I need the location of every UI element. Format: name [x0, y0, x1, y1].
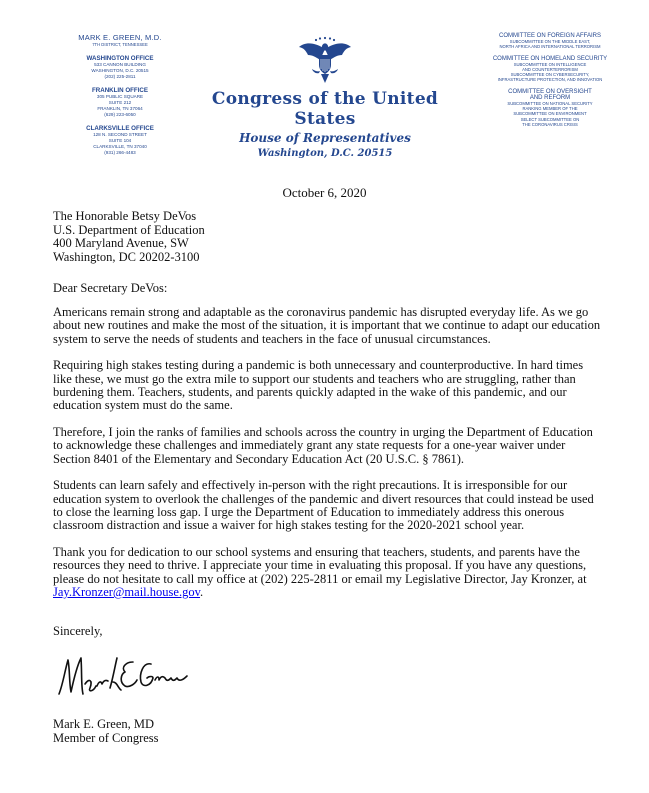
- office-address-line: SUITE 104: [108, 137, 132, 143]
- letter-body: [53, 306, 603, 613]
- committee-name: COMMITTEE ON FOREIGN AFFAIRS: [498, 33, 601, 39]
- subcommittee-line: RANKING MEMBER OF THE: [522, 106, 578, 112]
- office-address-line: 128 N. SECOND STREET: [93, 131, 147, 137]
- body-paragraph: Requiring high stakes testing during a pandemic is both unnecessary and counterproductive. In hard times like these, we must go the extra mile to support our students and teachers who are struggling, rather than burdening them. Teachers, students, and parents quickly adapted in the wake of this pandemic, and our education system must do the same.: [53, 358, 584, 413]
- closing-paragraph-end: .: [200, 585, 204, 600]
- franklin-office-title: FRANKLIN OFFICE: [91, 86, 149, 94]
- office-address-line: 533 CANNON BUILDING: [94, 61, 146, 67]
- signer-name: Mark E. Green, MD: [53, 717, 155, 731]
- body-paragraph: Americans remain strong and adaptable as the coronavirus pandemic has disrupted everyday life. As we go about new routines and make the most of the situation, it is important that we continue to adapt our education system to serve the needs of students and teachers in the face of unusual circumstances.: [53, 305, 601, 346]
- congress-title: Congress of the United States: [211, 89, 439, 129]
- subcommittee-line: SUBCOMMITTEE ON NATIONAL SECURITY: [507, 100, 593, 106]
- office-address-line: CLARKSVILLE, TN 37040: [93, 143, 147, 149]
- addressee-block: [53, 210, 205, 264]
- committee-name: COMMITTEE ON HOMELAND SECURITY: [492, 55, 608, 62]
- member-info-block: [55, 33, 185, 156]
- letterhead-center: [200, 35, 450, 159]
- addressee-line: Washington, DC 20202-3100: [53, 249, 200, 264]
- signer-block: [53, 717, 159, 745]
- eagle-seal-icon: [296, 35, 354, 87]
- committee-name: COMMITTEE ON OVERSIGHT: [508, 88, 592, 95]
- office-address-line: WASHINGTON, D.C. 20515: [91, 67, 149, 73]
- subcommittee-line: SUBCOMMITTEE ON CYBERSECURITY,: [510, 72, 590, 78]
- signature-image: [55, 648, 195, 702]
- office-address-line: SUITE 212: [108, 99, 132, 105]
- house-title: House of Representatives: [239, 131, 411, 145]
- subcommittee-line: SELECT SUBCOMMITTEE ON: [520, 116, 580, 122]
- office-phone: (629) 223-6050: [104, 111, 136, 117]
- body-paragraph: Therefore, I join the ranks of families and schools across the country in urging the Department of Education to acknowledge these challenges and immediately grant any state requests for a one-year waiver under Section 8401 of the Elementary and Secondary Education Act (20 U.S.C. § 7861).: [53, 425, 593, 466]
- addressee-line: 400 Maryland Avenue, SW: [53, 236, 189, 250]
- subcommittee-line: SUBCOMMITTEE ON INTELLIGENCE: [513, 61, 587, 67]
- body-paragraph: [53, 546, 603, 599]
- clarksville-office-title: CLARKSVILLE OFFICE: [86, 124, 154, 132]
- body-paragraph: Students can learn safely and effectively in-person with the right precautions. It is irresponsible for our education system to overlook the challenges of the pandemic and divert resources that could instead be used to close the learning loss gap. I urge the Department of Education to immediately address this onerous classroom distraction and issue a waiver for high stakes testing for the 2020-2021 school year.: [53, 478, 594, 533]
- email-link[interactable]: Jay.Kronzer@mail.house.gov: [53, 585, 201, 600]
- addressee-line: The Honorable Betsy DeVos: [53, 209, 197, 223]
- office-phone: (202) 225-2811: [104, 73, 136, 79]
- letter-date: October 6, 2020: [282, 185, 367, 200]
- washington-office-title: WASHINGTON OFFICE: [86, 54, 154, 62]
- closing-paragraph-text: Thank you for dedication to our school systems and ensuring that teachers, students, and parents have the resources they need to thrive. I appreciate your time in evaluating this proposal. If you have any questions, please do not hesitate to call my office at (202) 225-2811 or email my Legislative Director, Jay Kronzer, at: [53, 545, 587, 586]
- subcommittee-line: AND COUNTERTERRORISM: [522, 66, 578, 72]
- signer-title: Member of Congress: [53, 731, 159, 745]
- committee-name-cont: AND REFORM: [529, 94, 571, 101]
- subcommittee-line: THE CORONAVIRUS CRISIS: [522, 121, 578, 127]
- subcommittee-line: SUBCOMMITTEE ON ENVIRONMENT: [513, 111, 587, 117]
- closing: Sincerely,: [53, 624, 103, 638]
- member-district: 7TH DISTRICT, TENNESSEE: [92, 42, 148, 47]
- committee-info-block: [475, 33, 625, 127]
- member-name: MARK E. GREEN, M.D.: [78, 33, 162, 42]
- washington-dc: Washington, D.C. 20515: [257, 148, 393, 159]
- office-address-line: 305 PUBLIC SQUARE: [96, 93, 144, 99]
- addressee-line: U.S. Department of Education: [53, 222, 205, 237]
- subcommittee-line: NORTH AFRICA AND INTERNATIONAL TERRORISM: [499, 44, 601, 50]
- subcommittee-line: SUBCOMMITTEE ON THE MIDDLE EAST,: [509, 39, 591, 44]
- office-phone: (931) 266-4483: [104, 149, 136, 155]
- subcommittee-line: INFRASTRUCTURE PROTECTION, AND INNOVATION: [497, 77, 603, 83]
- office-address-line: FRANKLIN, TN 37064: [97, 105, 143, 111]
- salutation: Dear Secretary DeVos:: [53, 281, 168, 295]
